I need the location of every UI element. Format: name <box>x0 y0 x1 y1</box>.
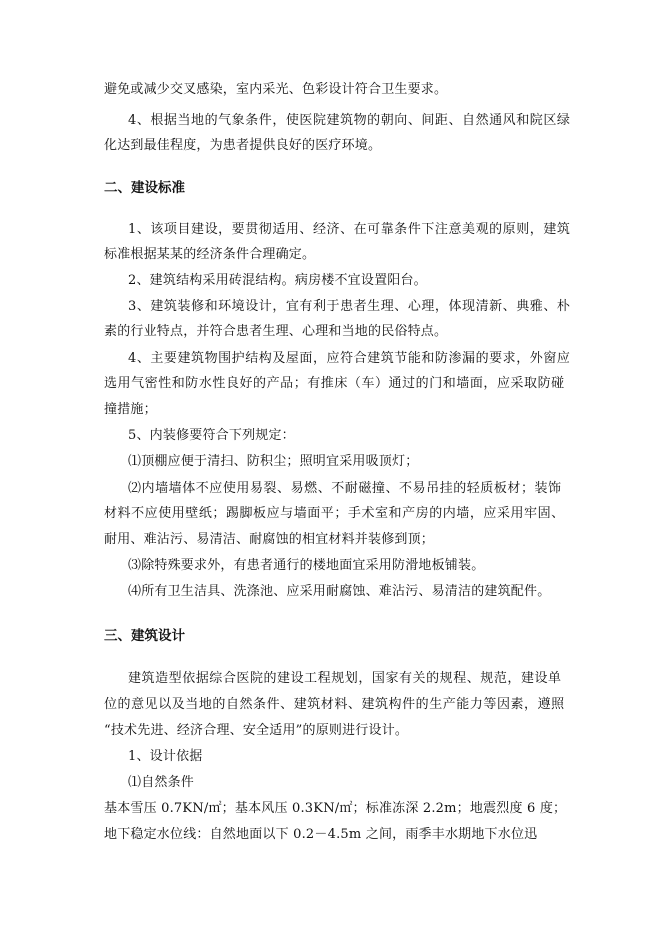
paragraph-line: 化达到最佳程度，为患者提供良好的医疗环境。 <box>104 138 382 153</box>
paragraph-line: 标准根据某某的经济条件合理确定。 <box>104 247 316 262</box>
list-item: ⑴自然条件 <box>128 775 195 790</box>
list-item: ⑶除特殊要求外，有患者通行的楼地面宜采用防滑地板铺装。 <box>128 558 485 573</box>
paragraph-line: 建筑造型依据综合医院的建设工程规划，国家有关的规程、规范，建设单 <box>128 671 562 686</box>
paragraph-line: 2、建筑结构采用砖混结构。病房楼不宜设置阳台。 <box>128 273 427 288</box>
paragraph-line: 1、该项目建设，要贯彻适用、经济、在可靠条件下注意美观的原则，建筑 <box>128 222 571 237</box>
list-item: ⑴顶棚应便于清扫、防积尘；照明宜采用吸顶灯； <box>128 454 419 469</box>
paragraph-line: 位的意见以及当地的自然条件、建筑材料、建筑构件的生产能力等因素，遵照 <box>104 697 565 712</box>
paragraph-line: 耐用、难沾污、易清洁、耐腐蚀的相宜材料并装修到顶； <box>104 532 435 547</box>
paragraph-line: 地下稳定水位线：自然地面以下 0.2－4.5m 之间，雨季丰水期地下水位迅 <box>104 827 538 842</box>
paragraph-line: 4、根据当地的气象条件，使医院建筑物的朝向、间距、自然通风和院区绿 <box>128 113 571 128</box>
paragraph-line: “技术先进、经济合理、安全适用”的原则进行设计。 <box>104 723 409 738</box>
paragraph-line: 4、主要建筑物围护结构及屋面，应符合建筑节能和防渗漏的要求，外窗应 <box>128 351 571 366</box>
paragraph-line: 撞措施； <box>104 402 157 417</box>
paragraph-line: 避免或减少交叉感染，室内采光、色彩设计符合卫生要求。 <box>104 82 448 97</box>
section-heading-architectural-design: 三、建筑设计 <box>104 628 185 644</box>
paragraph-line: 3、建筑装修和环境设计，宜有利于患者生理、心理，体现清新、典雅、朴 <box>128 299 571 314</box>
paragraph-line: 选用气密性和防水性良好的产品；有推床（车）通过的门和墙面，应采取防碰 <box>104 376 565 391</box>
list-item: ⑷所有卫生洁具、洗涤池、应采用耐腐蚀、难沾污、易清洁的建筑配件。 <box>128 584 551 599</box>
section-heading-construction-standard: 二、建设标准 <box>104 180 185 196</box>
paragraph-line: 基本雪压 0.7KN/㎡；基本风压 0.3KN/㎡；标准冻深 2.2m；地震烈度 6 度； <box>104 801 567 816</box>
paragraph-line: 材料不应使用壁纸；踢脚板应与墙面平；手术室和产房的内墙，应采用牢固、 <box>104 506 565 521</box>
paragraph-line: 1、设计依据 <box>128 749 203 764</box>
list-item: ⑵内墙墙体不应使用易裂、易燃、不耐磁撞、不易吊挂的轻质板材；装饰 <box>128 481 562 496</box>
paragraph-line: 素的行业特点，并符合患者生理、心理和当地的民俗特点。 <box>104 324 448 339</box>
paragraph-line: 5、内装修要符合下列规定： <box>128 428 295 443</box>
